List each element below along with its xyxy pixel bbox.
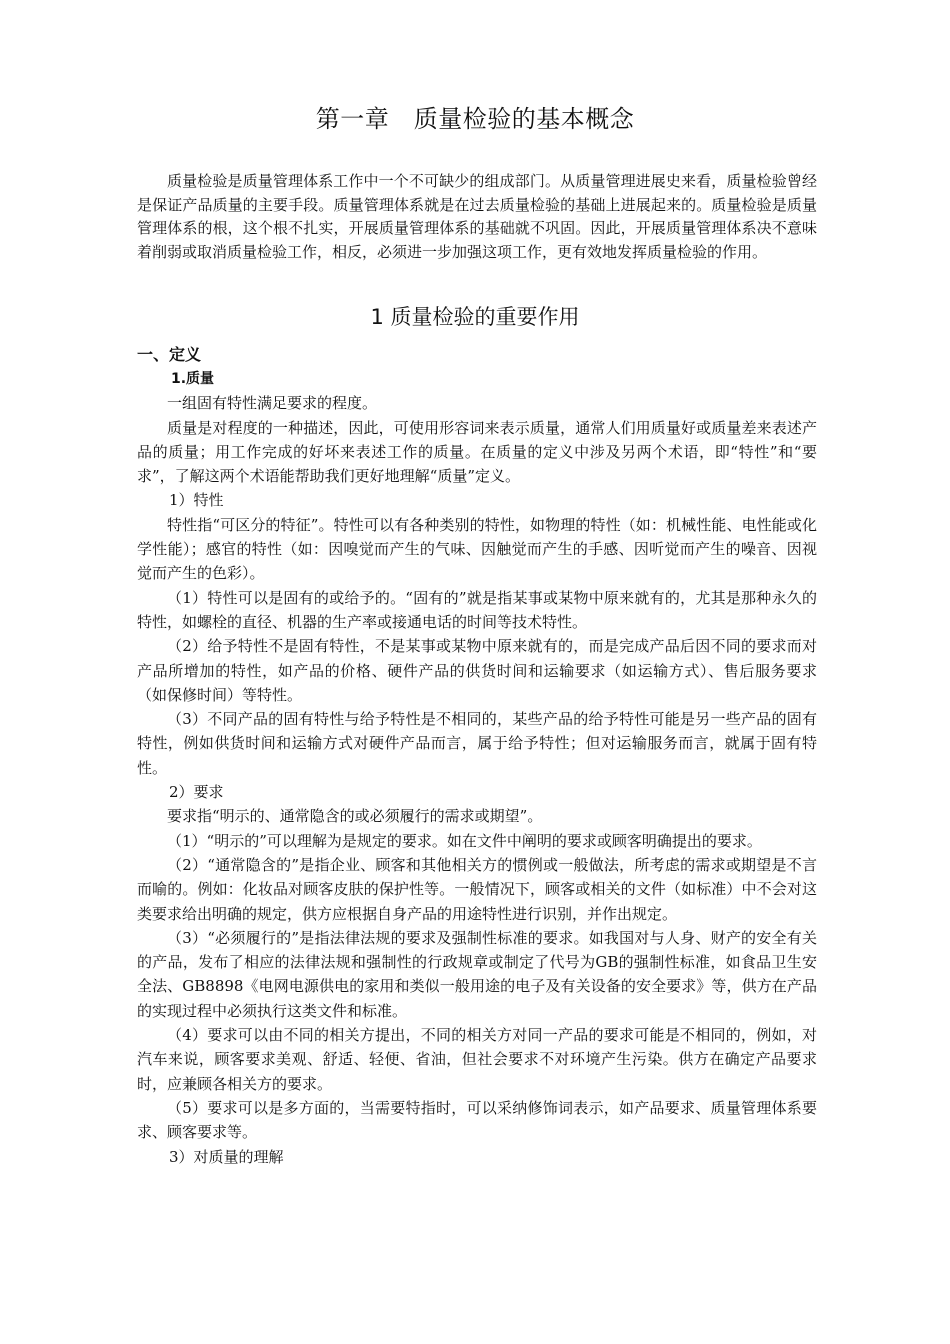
subheading-understanding: 3）对质量的理解 (169, 1147, 284, 1166)
paragraph: 要求指“明示的、通常隐含的或必须履行的需求或期望”。 (167, 807, 543, 826)
paragraph: （3）不同产品的固有特性与给予特性是不相同的，某些产品的给予特性可能是另一些产品的固有特性，例如供货时间和运输方式对硬件产品而言，属于给予特性；但对运输服务而言，就属于固有特性。 (137, 710, 817, 777)
chapter-title: 第一章 质量检验的基本概念 (315, 105, 635, 133)
heading-definition: 一、定义 (137, 345, 202, 364)
paragraph: 质量是对程度的一种描述，因此，可使用形容词来表示质量，通常人们用质量好或质量差来表述产品的质量；用工作完成的好坏来表述工作的质量。在质量的定义中涉及另两个术语，即“特性”和“要求”，了解这两个术语能帮助我们更好地理解“质量”定义。 (137, 418, 817, 486)
paragraph: （3）“必须履行的”是指法律法规的要求及强制性标准的要求。如我国对与人身、财产的安全有关的产品，发布了相应的法律法规和强制性的行政规章或制定了代号为GB的强制性标准，如食品卫生安全法、GB8898《电网电源供电的家用和类似一般用途的电子及有关设备的安全要求》等，供方在产品的实现过程中必须执行这类文件和标准。 (137, 928, 817, 1020)
intro-paragraph: 质量检验是质量管理体系工作中一个不可缺少的组成部门。从质量管理进展史来看，质量检验曾经是保证产品质量的主要手段。质量管理体系就是在过去质量检验的基础上进展起来的。质量检验是质量管理体系的根，这个根不扎实，开展质量管理体系的基础就不巩固。因此，开展质量管理体系决不意味着削弱或取消质量检验工作，相反，必须进一步加强这项工作，更有效地发挥质量检验的作用。 (137, 172, 817, 261)
paragraph: （5）要求可以是多方面的，当需要特指时，可以采纳修饰词表示，如产品要求、质量管理体系要求、顾客要求等。 (137, 1098, 817, 1142)
paragraph: （1）“明示的”可以理解为是规定的要求。如在文件中阐明的要求或顾客明确提出的要求。 (167, 831, 762, 850)
paragraph: 一组固有特性满足要求的程度。 (167, 394, 378, 413)
paragraph: （4）要求可以由不同的相关方提出，不同的相关方对同一产品的要求可能是不相同的，例如，对汽车来说，顾客要求美观、舒适、轻便、省油，但社会要求不对环境产生污染。供方在确定产品要求时，应兼顾各相关方的要求。 (137, 1026, 817, 1093)
body-content (137, 343, 817, 1169)
subheading-requirement: 2）要求 (169, 783, 224, 802)
paragraph: （2）给予特性不是固有特性，不是某事或某物中原来就有的，而是完成产品后因不同的要求而对产品所增加的特性，如产品的价格、硬件产品的供货时间和运输要求（如运输方式）、售后服务要求（如保修时间）等特性。 (137, 637, 817, 704)
section-title: 1 质量检验的重要作用 (370, 305, 580, 329)
paragraph: 特性指“可区分的特征”。特性可以有各种类别的特性，如物理的特性（如：机械性能、电性能或化学性能）；感官的特性（如：因嗅觉而产生的气味、因触觉而产生的手感、因听觉而产生的噪音、因视觉而产生的色彩）。 (137, 515, 817, 583)
heading-quality: 1.质量 (171, 371, 215, 387)
subheading-characteristic: 1）特性 (169, 491, 224, 510)
paragraph: （1）特性可以是固有的或给予的。“固有的”就是指某事或某物中原来就有的，尤其是那种永久的特性，如螺栓的直径、机器的生产率或接通电话的时间等技术特性。 (137, 588, 817, 631)
paragraph: （2）“通常隐含的”是指企业、顾客和其他相关方的惯例或一般做法，所考虑的需求或期望是不言而喻的。例如：化妆品对顾客皮肤的保护性等。一般情况下，顾客或相关的文件（如标准）中不会对这类要求给出明确的规定，供方应根据自身产品的用途特性进行识别，并作出规定。 (137, 855, 817, 923)
